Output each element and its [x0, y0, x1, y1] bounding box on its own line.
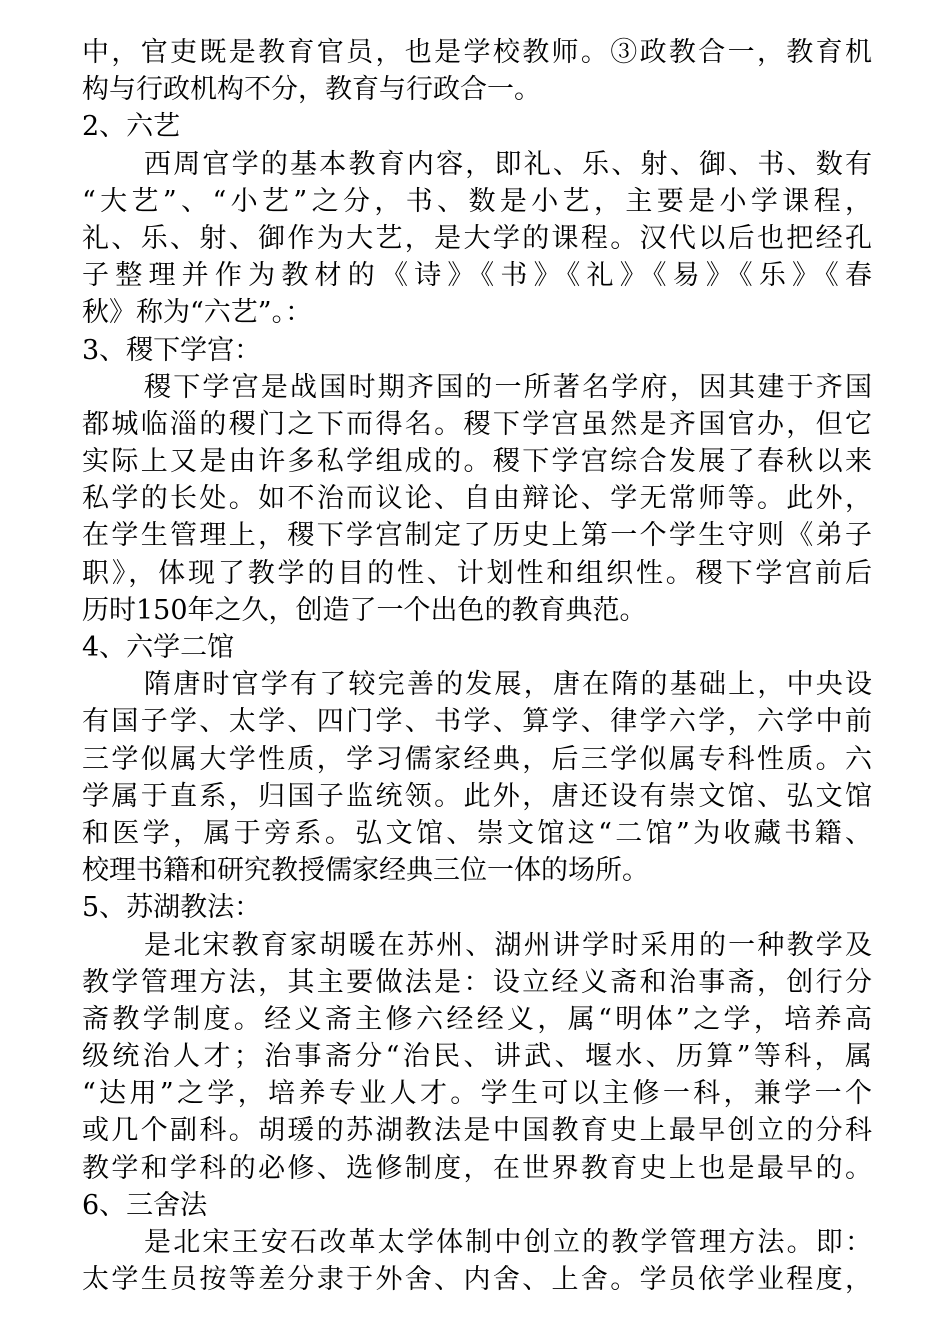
paragraph-line: 和医学，属于旁系。弘文馆、崇文馆这“二馆”为收藏书籍、 [82, 817, 872, 849]
paragraph-line: 三学似属大学性质，学习儒家经典，后三学似属专科性质。六 [82, 743, 872, 775]
document-page [82, 0, 872, 1298]
section-heading: 2、六艺 [82, 111, 181, 143]
section-jixia-academy [82, 332, 872, 630]
paragraph-line: 中，官吏既是教育官员，也是学校教师。③政教合一，教育机 [82, 37, 872, 68]
paragraph-line: 是北宋王安石改革太学体制中创立的教学管理方法。即： [144, 1227, 872, 1258]
section-heading: 6、三舍法 [82, 1189, 208, 1221]
paragraph-line: 构与行政机构不分，教育与行政合一。 [82, 74, 541, 106]
paragraph-line: 隋唐时官学有了较完善的发展，唐在隋的基础上，中央设 [144, 669, 872, 701]
paragraph-line: 校理书籍和研究教授儒家经典三位一体的场所。 [82, 855, 649, 887]
paragraph-line: 在学生管理上，稷下学宫制定了历史上第一个学生守则《弟子 [82, 520, 872, 552]
paragraph-line: “达用”之学，培养专业人才。学生可以主修一科，兼学一个 [82, 1078, 872, 1110]
paragraph-line: 礼、乐、射、御作为大艺，是大学的课程。汉代以后也把经孔 [82, 222, 872, 254]
paragraph-line: 级统治人才；治事斋分“治民、讲武、堰水、历算”等科，属 [82, 1041, 872, 1073]
section-heading: 4、六学二馆 [82, 632, 235, 663]
intro-paragraph [82, 34, 872, 108]
paragraph-line: 秋》称为“六艺”。： [82, 297, 313, 329]
paragraph-line: 子整理并作为教材的《诗》《书》《礼》《易》《乐》《春 [82, 260, 872, 292]
paragraph-line: 实际上又是由许多私学组成的。稷下学宫综合发展了春秋以来 [82, 446, 872, 478]
paragraph-line: “大艺”、“小艺”之分，书、数是小艺，主要是小学课程， [82, 185, 872, 217]
paragraph-line: 都城临淄的稷门之下而得名。稷下学宫虽然是齐国官办，但它 [82, 408, 872, 440]
paragraph-line: 教学管理方法，其主要做法是：设立经义斋和治事斋，创行分 [82, 966, 872, 998]
section-liuyi [82, 108, 872, 331]
paragraph-line: 西周官学的基本教育内容，即礼、乐、射、御、书、数有 [144, 148, 872, 180]
section-three-dormitory-method [82, 1187, 872, 1299]
paragraph-line: 学属于直系，归国子监统领。此外，唐还设有崇文馆、弘文馆 [82, 780, 872, 812]
paragraph-line: 职》，体现了教学的目的性、计划性和组织性。稷下学宫前后 [82, 557, 872, 589]
section-heading: 5、苏湖教法： [82, 892, 262, 924]
paragraph-line: 稷下学宫是战国时期齐国的一所著名学府，因其建于齐国 [144, 371, 872, 403]
paragraph-line: 是北宋教育家胡暖在苏州、湖州讲学时采用的一种教学及 [144, 929, 872, 961]
paragraph-line: 私学的长处。如不治而议论、自由辩论、学无常师等。此外， [82, 483, 872, 515]
section-heading: 3、稷下学宫： [82, 334, 262, 366]
paragraph-line: 历时150年之久，创造了一个出色的教育典范。 [82, 594, 647, 626]
section-suhu-method [82, 889, 872, 1187]
top-margin [82, 0, 872, 34]
section-six-schools-two-halls [82, 629, 872, 889]
paragraph-line: 太学生员按等差分隶于外舍、内舍、上舍。学员依学业程度， [82, 1264, 872, 1296]
paragraph-line: 或几个副科。胡瑗的苏湖教法是中国教育史上最早创立的分科 [82, 1115, 872, 1147]
paragraph-line: 教学和学科的必修、选修制度，在世界教育史上也是最早的。 [82, 1152, 872, 1184]
paragraph-line: 有国子学、太学、四门学、书学、算学、律学六学，六学中前 [82, 706, 872, 738]
paragraph-line: 斋教学制度。经义斋主修六经经义，属“明体”之学，培养高 [82, 1003, 872, 1035]
